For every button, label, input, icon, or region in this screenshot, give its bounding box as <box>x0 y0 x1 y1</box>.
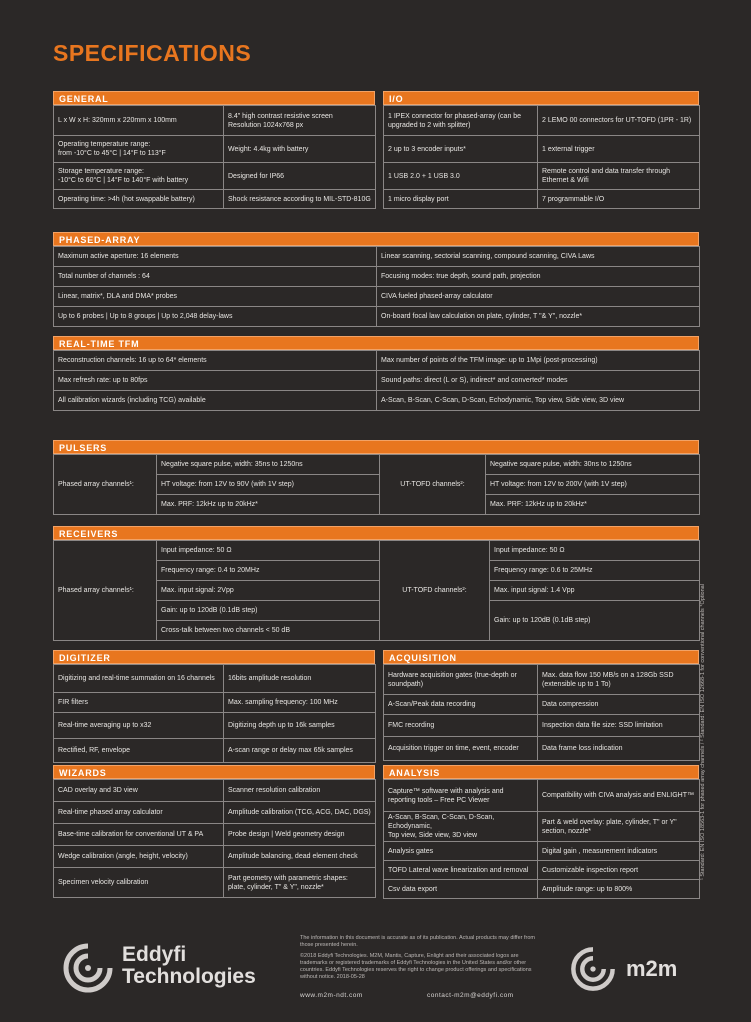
spec-cell: Max. input signal: 2Vpp <box>157 581 380 601</box>
table-row <box>54 802 376 824</box>
spec-cell: A-Scan/Peak data recording <box>384 695 538 715</box>
receivers-tofd-label: UT-TOFD channels²: <box>380 541 490 641</box>
spec-cell: Up to 6 probes | Up to 8 groups | Up to 2,048 delay-laws <box>54 307 377 327</box>
spec-cell: Amplitude balancing, dead element check <box>224 846 376 868</box>
spec-cell: 2 LEMO 00 connectors for UT-TOFD (1PR - 1R) <box>538 106 700 136</box>
pulsers-pa-label: Phased array channels¹: <box>54 455 157 515</box>
table-row <box>54 351 700 371</box>
spec-cell: Operating temperature range: from -10°C to 45°C | 14°F to 113°F <box>54 136 224 163</box>
tfm-section <box>53 336 699 411</box>
spec-cell: Analysis gates <box>384 842 538 861</box>
spec-cell: HT voltage: from 12V to 90V (with 1V step) <box>157 475 380 495</box>
spec-cell: FMC recording <box>384 715 538 737</box>
analysis-header: ANALYSIS <box>383 765 699 779</box>
spec-cell: Digital gain , measurement indicators <box>538 842 700 861</box>
page-title: SPECIFICATIONS <box>53 40 252 66</box>
receivers-header: RECEIVERS <box>53 526 699 540</box>
m2m-logo <box>568 944 678 999</box>
spec-cell: Amplitude calibration (TCG, ACG, DAC, DGS) <box>224 802 376 824</box>
table-row <box>54 713 376 739</box>
brand-m2m: m2m <box>626 956 678 981</box>
spec-cell: Max. PRF: 12kHz up to 20kHz* <box>486 495 700 515</box>
brand-eddyfi: Eddyfi <box>122 943 187 966</box>
spec-cell: Cross-talk between two channels < 50 dB <box>157 621 380 641</box>
spec-cell: Specimen velocity calibration <box>54 868 224 898</box>
spec-cell: Amplitude range: up to 800% <box>538 880 700 899</box>
table-row <box>54 739 376 763</box>
spec-cell: 1 external trigger <box>538 136 700 163</box>
phased-array-header: PHASED-ARRAY <box>53 232 699 246</box>
table-row <box>54 136 376 163</box>
table-row <box>384 861 700 880</box>
spec-cell: Storage temperature range: -10°C to 60°C | 14°F to 140°F with battery <box>54 163 224 190</box>
table-row <box>384 812 700 842</box>
spec-cell: Hardware acquisition gates (true-depth or soundpath) <box>384 665 538 695</box>
general-table <box>53 105 376 209</box>
spec-cell: 7 programmable I/O <box>538 190 700 209</box>
disclaimer-accuracy: The information in this document is accurate as of its publication. Actual products may differ from those presented herein. <box>300 935 535 948</box>
spec-cell: HT voltage: from 12V to 200V (with 1V step) <box>486 475 700 495</box>
table-row <box>54 665 376 693</box>
table-row <box>384 715 700 737</box>
spec-cell: Weight: 4.4kg with battery <box>224 136 376 163</box>
eddyfi-icon <box>60 940 116 996</box>
spec-cell: TOFD Lateral wave linearization and removal <box>384 861 538 880</box>
spec-cell: Designed for IP66 <box>224 163 376 190</box>
spec-cell: 1 USB 2.0 + 1 USB 3.0 <box>384 163 538 190</box>
table-row <box>384 136 700 163</box>
spec-cell: Capture™ software with analysis and reporting tools – Free PC Viewer <box>384 780 538 812</box>
table-row <box>54 287 700 307</box>
table-row <box>384 780 700 812</box>
spec-cell: Remote control and data transfer through Ethernet & Wifi <box>538 163 700 190</box>
spec-cell: Shock resistance according to MIL-STD-810G <box>224 190 376 209</box>
spec-cell: 1 micro display port <box>384 190 538 209</box>
spec-cell: 8.4" high contrast resistive screen Resolution 1024x768 px <box>224 106 376 136</box>
spec-cell: A-Scan, B-Scan, C-Scan, D-Scan, Echodynamic, Top view, Side view, 3D view <box>377 391 700 411</box>
spec-cell: Max refresh rate: up to 80fps <box>54 371 377 391</box>
spec-cell: A-scan range or delay max 65k samples <box>224 739 376 763</box>
table-row <box>54 846 376 868</box>
spec-cell: Inspection data file size: SSD limitation <box>538 715 700 737</box>
receivers-pa-label: Phased array channels¹: <box>54 541 157 641</box>
table-row <box>54 824 376 846</box>
tfm-table <box>53 350 700 411</box>
spec-cell: Data frame loss indication <box>538 737 700 761</box>
phased-array-section <box>53 232 699 327</box>
spec-cell: Gain: up to 120dB (0.1dB step) <box>490 601 700 641</box>
spec-cell: Max. data flow 150 MB/s on a 128Gb SSD (extensible up to 1 To) <box>538 665 700 695</box>
spec-cell: On-board focal law calculation on plate, cylinder, T "& Y", nozzle* <box>377 307 700 327</box>
spec-cell: FIR filters <box>54 693 224 713</box>
spec-cell: Max. input signal: 1.4 Vpp <box>490 581 700 601</box>
pulsers-table <box>53 454 700 515</box>
table-row <box>384 163 700 190</box>
spec-cell: Focusing modes: true depth, sound path, projection <box>377 267 700 287</box>
table-row <box>54 868 376 898</box>
spec-cell: Compatibility with CIVA analysis and ENLIGHT™ <box>538 780 700 812</box>
spec-cell: Negative square pulse, width: 30ns to 1250ns <box>486 455 700 475</box>
table-row <box>384 190 700 209</box>
general-header: GENERAL <box>53 91 375 105</box>
spec-cell: 1 IPEX connector for phased-array (can be upgraded to 2 with splitter) <box>384 106 538 136</box>
wizards-table <box>53 779 376 898</box>
spec-cell: Operating time: >4h (hot swappable battery) <box>54 190 224 209</box>
digitizer-section <box>53 650 375 763</box>
table-row <box>384 737 700 761</box>
general-section <box>53 91 375 209</box>
spec-cell: Real-time phased array calculator <box>54 802 224 824</box>
eddyfi-logo <box>60 940 256 1001</box>
spec-cell: Input impedance: 50 Ω <box>157 541 380 561</box>
table-row <box>384 665 700 695</box>
pulsers-section <box>53 440 699 515</box>
spec-cell: Gain: up to 120dB (0.1dB step) <box>157 601 380 621</box>
table-row <box>54 391 700 411</box>
table-row <box>384 106 700 136</box>
spec-cell: Base-time calibration for conventional UT & PA <box>54 824 224 846</box>
footnote-side: ¹ Standard: EN ISO 18563-1 for phased array channels / ² Standard: EN ISO 12668-1 for conventional channels *Optional <box>700 584 706 880</box>
brand-technologies: Technologies <box>122 965 256 988</box>
spec-cell: Reconstruction channels: 16 up to 64* elements <box>54 351 377 371</box>
table-row <box>54 106 376 136</box>
table-row <box>54 307 700 327</box>
acquisition-table <box>383 664 700 761</box>
tfm-header: REAL-TIME TFM <box>53 336 699 350</box>
pulsers-tofd-label: UT-TOFD channels²: <box>380 455 486 515</box>
digitizer-table <box>53 664 376 763</box>
digitizer-header: DIGITIZER <box>53 650 375 664</box>
phased-array-table <box>53 246 700 327</box>
table-row <box>54 371 700 391</box>
spec-cell: Sound paths: direct (L or S), indirect* and converted* modes <box>377 371 700 391</box>
io-table <box>383 105 700 209</box>
spec-cell: Total number of channels : 64 <box>54 267 377 287</box>
spec-cell: CIVA fueled phased-array calculator <box>377 287 700 307</box>
table-row <box>54 693 376 713</box>
table-row <box>54 780 376 802</box>
receivers-table <box>53 540 700 641</box>
website-link[interactable]: www.m2m-ndt.com <box>300 992 363 999</box>
spec-cell: Digitizing depth up to 16k samples <box>224 713 376 739</box>
spec-cell: Probe design | Weld geometry design <box>224 824 376 846</box>
spec-cell: 2 up to 3 encoder inputs* <box>384 136 538 163</box>
pulsers-header: PULSERS <box>53 440 699 454</box>
spec-cell: All calibration wizards (including TCG) available <box>54 391 377 411</box>
spec-cell: 16bits amplitude resolution <box>224 665 376 693</box>
spec-cell: CAD overlay and 3D view <box>54 780 224 802</box>
acquisition-section <box>383 650 699 761</box>
spec-cell: Max. sampling frequency: 100 MHz <box>224 693 376 713</box>
acquisition-header: ACQUISITION <box>383 650 699 664</box>
spec-cell: Max number of points of the TFM image: up to 1Mpi (post-processing) <box>377 351 700 371</box>
spec-cell: Linear scanning, sectorial scanning, compound scanning, CIVA Laws <box>377 247 700 267</box>
table-row <box>54 267 700 287</box>
analysis-section <box>383 765 699 899</box>
spec-cell: Frequency range: 0.6 to 25MHz <box>490 561 700 581</box>
table-row <box>384 880 700 899</box>
analysis-table <box>383 779 700 899</box>
spec-cell: A-Scan, B-Scan, C-Scan, D-Scan, Echodynamic, Top view, Side view, 3D view <box>384 812 538 842</box>
spec-cell: Digitizing and real-time summation on 16 channels <box>54 665 224 693</box>
spec-cell: Part geometry with parametric shapes: plate, cylinder, T" & Y", nozzle* <box>224 868 376 898</box>
spec-cell: Wedge calibration (angle, height, velocity) <box>54 846 224 868</box>
wizards-section <box>53 765 375 898</box>
wizards-header: WIZARDS <box>53 765 375 779</box>
spec-cell: Acquisition trigger on time, event, encoder <box>384 737 538 761</box>
spec-cell: Part & weld overlay: plate, cylinder, T" or Y" section, nozzle* <box>538 812 700 842</box>
table-row <box>384 695 700 715</box>
spec-cell: Rectified, RF, envelope <box>54 739 224 763</box>
spec-cell: Frequency range: 0.4 to 20MHz <box>157 561 380 581</box>
io-section <box>383 91 699 209</box>
m2m-icon <box>568 944 618 994</box>
spec-cell: Max. PRF: 12kHz up to 20kHz* <box>157 495 380 515</box>
disclaimer-trademarks: ©2018 Eddyfi Technologies. M2M, Mantis, Capture, Enlight and their associated logos are trademarks or registered trademarks of Eddyfi Technologies in the United States and/or other countries. Eddyfi Technologies reserves the right to change product offerings and specifications without notice. 2018-05-28 <box>300 953 532 980</box>
spec-cell: Data compression <box>538 695 700 715</box>
table-row <box>54 247 700 267</box>
spec-cell: Csv data export <box>384 880 538 899</box>
io-header: I/O <box>383 91 699 105</box>
spec-cell: L x W x H: 320mm x 220mm x 100mm <box>54 106 224 136</box>
spec-cell: Customizable inspection report <box>538 861 700 880</box>
email-link[interactable]: contact-m2m@eddyfi.com <box>427 992 514 999</box>
spec-cell: Scanner resolution calibration <box>224 780 376 802</box>
table-row <box>54 190 376 209</box>
spec-cell: Maximum active aperture: 16 elements <box>54 247 377 267</box>
table-row <box>54 163 376 190</box>
table-row <box>384 842 700 861</box>
spec-cell: Real-time averaging up to x32 <box>54 713 224 739</box>
spec-cell: Linear, matrix*, DLA and DMA* probes <box>54 287 377 307</box>
spec-cell: Input impedance: 50 Ω <box>490 541 700 561</box>
spec-cell: Negative square pulse, width: 35ns to 1250ns <box>157 455 380 475</box>
disclaimer <box>300 935 540 981</box>
receivers-section <box>53 526 699 641</box>
